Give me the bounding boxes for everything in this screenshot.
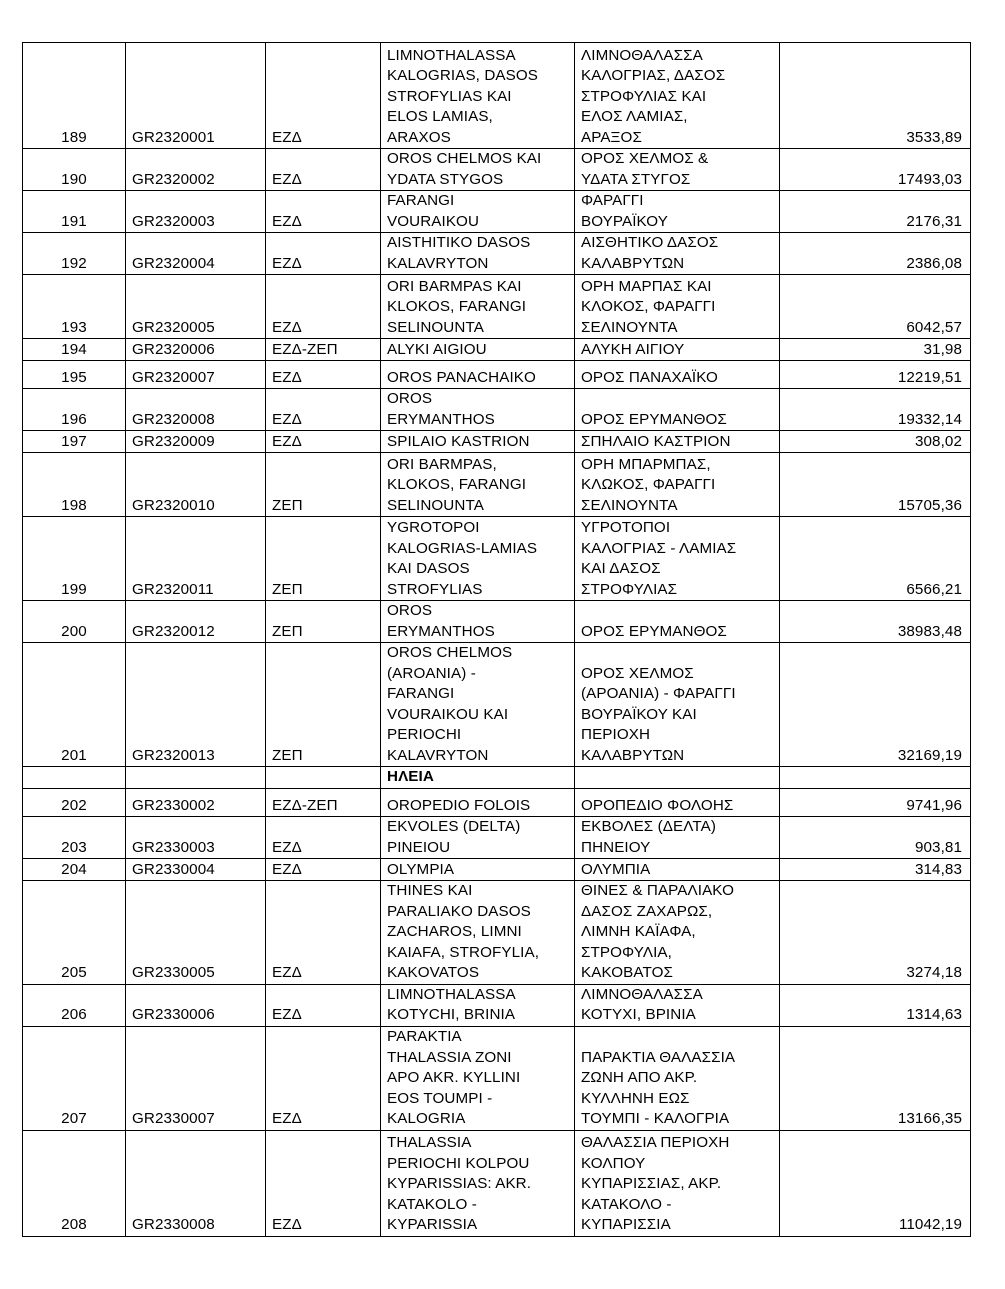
- site-name-greek-cell: ΑΛΥΚΗ ΑΙΓΙΟΥ: [575, 339, 780, 361]
- table-row: [23, 431, 971, 453]
- table-row: [23, 233, 971, 275]
- site-type-cell: ΕΖΔ-ΖΕΠ: [266, 789, 381, 817]
- row-number-cell: 193: [23, 275, 126, 339]
- site-code-cell: GR2320007: [126, 361, 266, 389]
- site-type-cell: ΕΖΔ: [266, 881, 381, 985]
- row-number-cell: 192: [23, 233, 126, 275]
- row-number-cell: 204: [23, 859, 126, 881]
- row-number-cell: 200: [23, 601, 126, 643]
- table-row: [23, 1130, 971, 1236]
- site-name-greek-cell: ΛΙΜΝΟΘΑΛΑΣΣΑ ΚΟΤΥΧΙ, ΒΡΙΝΙΑ: [575, 984, 780, 1026]
- table-row: [23, 881, 971, 985]
- site-type-cell: ΕΖΔ: [266, 859, 381, 881]
- site-name-greek-cell: ΥΓΡΟΤΟΠΟΙ ΚΑΛΟΓΡΙΑΣ - ΛΑΜΙΑΣ ΚΑΙ ΔΑΣΟΣ ΣΤΡΟΦΥΛΙΑΣ: [575, 517, 780, 601]
- table-row: [23, 1026, 971, 1130]
- area-cell: 31,98: [780, 339, 971, 361]
- empty-cell: [126, 767, 266, 789]
- site-type-cell: ΕΖΔ: [266, 149, 381, 191]
- site-type-cell: ΕΖΔ: [266, 1026, 381, 1130]
- protected-areas-table: [22, 42, 971, 1237]
- area-cell: 6042,57: [780, 275, 971, 339]
- row-number-cell: 201: [23, 643, 126, 767]
- site-name-latin-cell: ORI BARMPAS KAI KLOKOS, FARANGI SELINOUNTA: [381, 275, 575, 339]
- site-name-latin-cell: LIMNOTHALASSA KALOGRIAS, DASOS STROFYLIAS KAI ELOS LAMIAS, ARAXOS: [381, 43, 575, 149]
- table-row: [23, 453, 971, 517]
- table-row: [23, 389, 971, 431]
- empty-cell: [780, 767, 971, 789]
- site-name-greek-cell: ΟΡΟΣ ΕΡΥΜΑΝΘΟΣ: [575, 601, 780, 643]
- site-code-cell: GR2330007: [126, 1026, 266, 1130]
- site-type-cell: ΕΖΔ: [266, 275, 381, 339]
- site-name-latin-cell: LIMNOTHALASSA KOTYCHI, BRINIA: [381, 984, 575, 1026]
- site-code-cell: GR2320001: [126, 43, 266, 149]
- site-type-cell: ΕΖΔ-ΖΕΠ: [266, 339, 381, 361]
- table-row: [23, 643, 971, 767]
- area-cell: 32169,19: [780, 643, 971, 767]
- row-number-cell: 196: [23, 389, 126, 431]
- site-name-greek-cell: ΛΙΜΝΟΘΑΛΑΣΣΑ ΚΑΛΟΓΡΙΑΣ, ΔΑΣΟΣ ΣΤΡΟΦΥΛΙΑΣ ΚΑΙ ΕΛΟΣ ΛΑΜΙΑΣ, ΑΡΑΞΟΣ: [575, 43, 780, 149]
- area-cell: 11042,19: [780, 1130, 971, 1236]
- row-number-cell: 203: [23, 817, 126, 859]
- site-code-cell: GR2330002: [126, 789, 266, 817]
- site-type-cell: ΕΖΔ: [266, 817, 381, 859]
- site-name-greek-cell: ΟΡΟΣ ΠΑΝΑΧΑΪΚΟ: [575, 361, 780, 389]
- row-number-cell: 195: [23, 361, 126, 389]
- table-row: [23, 817, 971, 859]
- site-name-greek-cell: ΟΡΟΣ ΧΕΛΜΟΣ & ΥΔΑΤΑ ΣΤΥΓΟΣ: [575, 149, 780, 191]
- site-name-greek-cell: ΘΙΝΕΣ & ΠΑΡΑΛΙΑΚΟ ΔΑΣΟΣ ΖΑΧΑΡΩΣ, ΛΙΜΝΗ ΚΑΪΑΦΑ, ΣΤΡΟΦΥΛΙΑ, ΚΑΚΟΒΑΤΟΣ: [575, 881, 780, 985]
- row-number-cell: 205: [23, 881, 126, 985]
- table-row: [23, 517, 971, 601]
- table-row: [23, 859, 971, 881]
- site-name-latin-cell: ORI BARMPAS, KLOKOS, FARANGI SELINOUNTA: [381, 453, 575, 517]
- site-code-cell: GR2320013: [126, 643, 266, 767]
- site-code-cell: GR2320011: [126, 517, 266, 601]
- area-cell: 9741,96: [780, 789, 971, 817]
- row-number-cell: 191: [23, 191, 126, 233]
- site-name-latin-cell: OROS CHELMOS KAI YDATA STYGOS: [381, 149, 575, 191]
- area-cell: 3274,18: [780, 881, 971, 985]
- site-type-cell: ΖΕΠ: [266, 517, 381, 601]
- table-row: [23, 789, 971, 817]
- area-cell: 6566,21: [780, 517, 971, 601]
- site-name-greek-cell: ΠΑΡΑΚΤΙΑ ΘΑΛΑΣΣΙΑ ΖΩΝΗ ΑΠΟ ΑΚΡ. ΚΥΛΛΗΝΗ ΕΩΣ ΤΟΥΜΠΙ - ΚΑΛΟΓΡΙΑ: [575, 1026, 780, 1130]
- site-type-cell: ΕΖΔ: [266, 233, 381, 275]
- site-name-greek-cell: ΦΑΡΑΓΓΙ ΒΟΥΡΑΪΚΟΥ: [575, 191, 780, 233]
- site-code-cell: GR2320004: [126, 233, 266, 275]
- site-name-greek-cell: ΣΠΗΛΑΙΟ ΚΑΣΤΡΙΟΝ: [575, 431, 780, 453]
- area-cell: 314,83: [780, 859, 971, 881]
- row-number-cell: 206: [23, 984, 126, 1026]
- region-heading: ΗΛΕΙΑ: [381, 767, 575, 789]
- site-name-greek-cell: ΟΡΟΣ ΕΡΥΜΑΝΘΟΣ: [575, 389, 780, 431]
- area-cell: 308,02: [780, 431, 971, 453]
- site-name-latin-cell: YGROTOPOI KALOGRIAS-LAMIAS KAI DASOS STROFYLIAS: [381, 517, 575, 601]
- area-cell: 13166,35: [780, 1026, 971, 1130]
- site-name-latin-cell: OLYMPIA: [381, 859, 575, 881]
- site-code-cell: GR2320010: [126, 453, 266, 517]
- site-name-greek-cell: ΟΛΥΜΠΙΑ: [575, 859, 780, 881]
- site-name-latin-cell: THINES KAI PARALIAKO DASOS ZACHAROS, LIMNI KAIAFA, STROFYLIA, KAKOVATOS: [381, 881, 575, 985]
- area-cell: 2386,08: [780, 233, 971, 275]
- site-code-cell: GR2320005: [126, 275, 266, 339]
- row-number-cell: 198: [23, 453, 126, 517]
- site-name-latin-cell: OROS ERYMANTHOS: [381, 601, 575, 643]
- table-body: [23, 43, 971, 1237]
- site-code-cell: GR2330008: [126, 1130, 266, 1236]
- site-name-latin-cell: FARANGI VOURAIKOU: [381, 191, 575, 233]
- site-type-cell: ΕΖΔ: [266, 431, 381, 453]
- empty-cell: [23, 767, 126, 789]
- table-row: [23, 275, 971, 339]
- row-number-cell: 194: [23, 339, 126, 361]
- site-type-cell: ΕΖΔ: [266, 43, 381, 149]
- table-row: [23, 339, 971, 361]
- site-name-latin-cell: OROS PANACHAIKO: [381, 361, 575, 389]
- row-number-cell: 207: [23, 1026, 126, 1130]
- site-type-cell: ΕΖΔ: [266, 1130, 381, 1236]
- site-type-cell: ΖΕΠ: [266, 643, 381, 767]
- site-name-greek-cell: ΕΚΒΟΛΕΣ (ΔΕΛΤΑ) ΠΗΝΕΙΟΥ: [575, 817, 780, 859]
- site-code-cell: GR2320006: [126, 339, 266, 361]
- row-number-cell: 208: [23, 1130, 126, 1236]
- site-type-cell: ΕΖΔ: [266, 191, 381, 233]
- site-name-greek-cell: ΟΡΟΠΕΔΙΟ ΦΟΛΟΗΣ: [575, 789, 780, 817]
- site-name-latin-cell: ALYKI AIGIOU: [381, 339, 575, 361]
- site-code-cell: GR2330006: [126, 984, 266, 1026]
- site-name-greek-cell: ΘΑΛΑΣΣΙΑ ΠΕΡΙΟΧΗ ΚΟΛΠΟΥ ΚΥΠΑΡΙΣΣΙΑΣ, ΑΚΡ. ΚΑΤΑΚΟΛΟ - ΚΥΠΑΡΙΣΣΙΑ: [575, 1130, 780, 1236]
- table-row: [23, 361, 971, 389]
- row-number-cell: 189: [23, 43, 126, 149]
- row-number-cell: 190: [23, 149, 126, 191]
- site-name-latin-cell: EKVOLES (DELTA) PINEIOU: [381, 817, 575, 859]
- site-name-latin-cell: AISTHITIKO DASOS KALAVRYTON: [381, 233, 575, 275]
- site-type-cell: ΕΖΔ: [266, 389, 381, 431]
- site-code-cell: GR2320009: [126, 431, 266, 453]
- site-type-cell: ΖΕΠ: [266, 453, 381, 517]
- area-cell: 15705,36: [780, 453, 971, 517]
- section-row: [23, 767, 971, 789]
- site-name-greek-cell: ΟΡΟΣ ΧΕΛΜΟΣ (ΑΡΟΑΝΙΑ) - ΦΑΡΑΓΓΙ ΒΟΥΡΑΪΚΟΥ ΚΑΙ ΠΕΡΙΟΧΗ ΚΑΛΑΒΡΥΤΩΝ: [575, 643, 780, 767]
- site-name-latin-cell: OROPEDIO FOLOIS: [381, 789, 575, 817]
- site-code-cell: GR2320008: [126, 389, 266, 431]
- table-row: [23, 191, 971, 233]
- row-number-cell: 197: [23, 431, 126, 453]
- empty-cell: [266, 767, 381, 789]
- site-code-cell: GR2330004: [126, 859, 266, 881]
- area-cell: 1314,63: [780, 984, 971, 1026]
- area-cell: 3533,89: [780, 43, 971, 149]
- site-name-greek-cell: ΑΙΣΘΗΤΙΚΟ ΔΑΣΟΣ ΚΑΛΑΒΡΥΤΩΝ: [575, 233, 780, 275]
- row-number-cell: 199: [23, 517, 126, 601]
- area-cell: 17493,03: [780, 149, 971, 191]
- table-row: [23, 601, 971, 643]
- site-name-latin-cell: OROS CHELMOS (AROANIA) - FARANGI VOURAIKOU KAI PERIOCHI KALAVRYTON: [381, 643, 575, 767]
- area-cell: 2176,31: [780, 191, 971, 233]
- site-name-latin-cell: THALASSIA PERIOCHI KOLPOU KYPARISSIAS: AKR. KATAKOLO - KYPARISSIA: [381, 1130, 575, 1236]
- empty-cell: [575, 767, 780, 789]
- area-cell: 12219,51: [780, 361, 971, 389]
- site-code-cell: GR2320003: [126, 191, 266, 233]
- site-code-cell: GR2330005: [126, 881, 266, 985]
- site-name-greek-cell: ΟΡΗ ΜΑΡΠΑΣ ΚΑΙ ΚΛΟΚΟΣ, ΦΑΡΑΓΓΙ ΣΕΛΙΝΟΥΝΤΑ: [575, 275, 780, 339]
- table-row: [23, 984, 971, 1026]
- site-type-cell: ΖΕΠ: [266, 601, 381, 643]
- area-cell: 38983,48: [780, 601, 971, 643]
- site-name-greek-cell: ΟΡΗ ΜΠΑΡΜΠΑΣ, ΚΛΩΚΟΣ, ΦΑΡΑΓΓΙ ΣΕΛΙΝΟΥΝΤΑ: [575, 453, 780, 517]
- site-type-cell: ΕΖΔ: [266, 361, 381, 389]
- table-row: [23, 149, 971, 191]
- area-cell: 19332,14: [780, 389, 971, 431]
- site-name-latin-cell: PARAKTIA THALASSIA ZONI APO AKR. KYLLINI EOS TOUMPI - KALOGRIA: [381, 1026, 575, 1130]
- row-number-cell: 202: [23, 789, 126, 817]
- site-code-cell: GR2320002: [126, 149, 266, 191]
- table-row: [23, 43, 971, 149]
- site-name-latin-cell: SPILAIO KASTRION: [381, 431, 575, 453]
- site-code-cell: GR2330003: [126, 817, 266, 859]
- site-code-cell: GR2320012: [126, 601, 266, 643]
- site-name-latin-cell: OROS ERYMANTHOS: [381, 389, 575, 431]
- area-cell: 903,81: [780, 817, 971, 859]
- site-type-cell: ΕΖΔ: [266, 984, 381, 1026]
